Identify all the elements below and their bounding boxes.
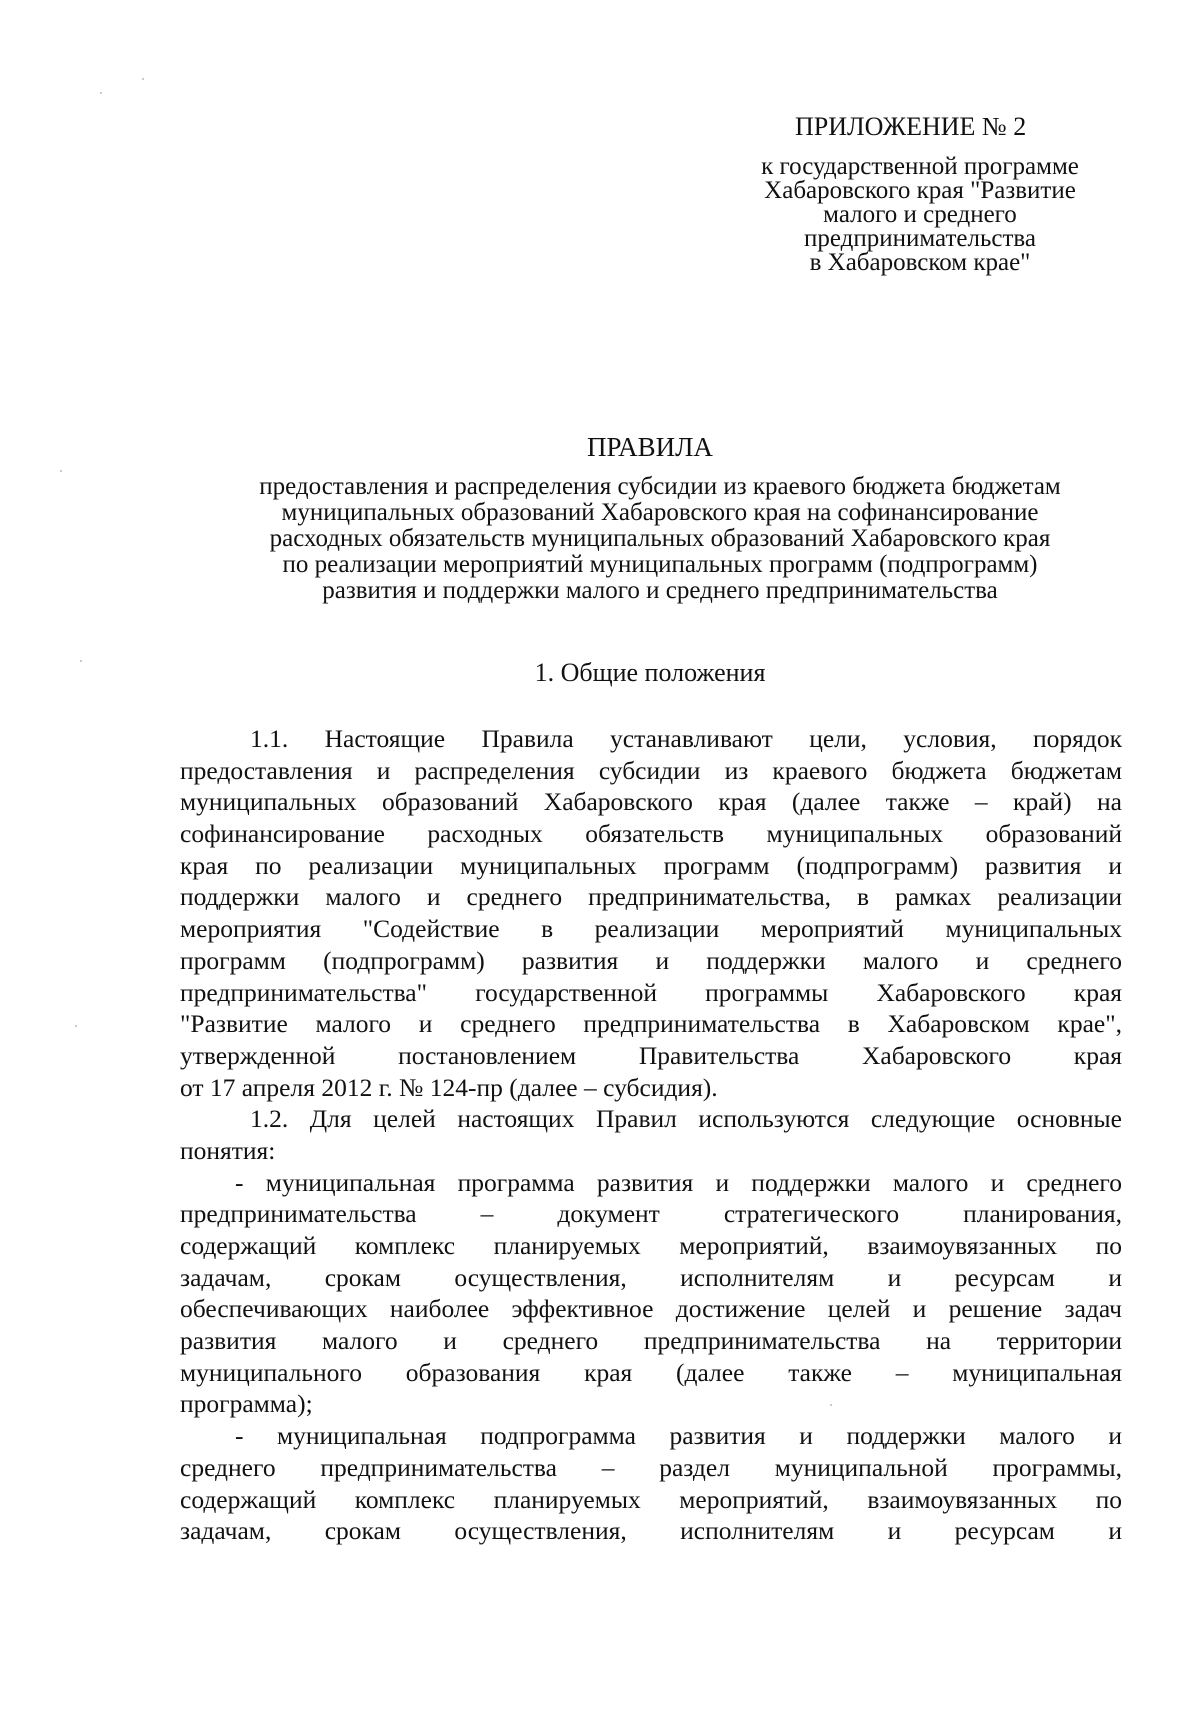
body-line: - муниципальная подпрограмма развития и поддержки малого и [235, 1421, 1122, 1451]
body-line: среднего предпринимательства – раздел муниципальной программы, [180, 1452, 1122, 1482]
body-line: задачам, срокам осуществления, исполнителям и ресурсам и [180, 1516, 1122, 1546]
body-line: края по реализации муниципальных программ (подпрограмм) развития и [180, 850, 1122, 880]
appendix-subtitle-line: малого и среднего [823, 201, 1017, 228]
scan-speck [100, 92, 102, 94]
body-line: понятия: [180, 1135, 276, 1165]
appendix-subtitle-line: в Хабаровском крае" [809, 249, 1031, 276]
body-line: 1.2. Для целей настоящих Правил используются следующие основные [250, 1104, 1122, 1134]
body-line: содержащий комплекс планируемых мероприятий, взаимоувязанных по [180, 1231, 1122, 1260]
body-line: утвержденной постановлением Правительства Хабаровского края [180, 1040, 1122, 1070]
appendix-subtitle-line: Хабаровского края "Развитие [764, 177, 1076, 204]
body-line: предоставления и распределения субсидии из краевого бюджета бюджетам [180, 755, 1122, 785]
body-line: задачам, срокам осуществления, исполнителям и ресурсам и [180, 1262, 1122, 1292]
body-line: поддержки малого и среднего предпринимательства, в рамках реализации [180, 882, 1122, 912]
body-line: от 17 апреля 2012 г. № 124-пр (далее – субсидия). [180, 1072, 718, 1102]
rules-subtitle-line: развития и поддержки малого и среднего предпринимательства [322, 577, 998, 604]
appendix-subtitle [720, 155, 1120, 275]
appendix-subtitle-line: к государственной программе [761, 153, 1079, 180]
rules-heading: ПРАВИЛА [587, 432, 713, 462]
body-line: содержащий комплекс планируемых мероприятий, взаимоувязанных по [180, 1484, 1122, 1514]
rules-subtitle-line: предоставления и распределения субсидии из краевого бюджета бюджетам [259, 473, 1061, 500]
body-line: - муниципальная программа развития и поддержки малого и среднего [235, 1167, 1122, 1197]
body-line: программ (подпрограмм) развития и поддержки малого и среднего [180, 945, 1122, 975]
rules-subtitle-line: по реализации мероприятий муниципальных программ (подпрограмм) [282, 551, 1038, 578]
body-line: предпринимательства" государственной программы Хабаровского края [180, 977, 1122, 1007]
appendix-title: ПРИЛОЖЕНИЕ № 2 [795, 112, 1027, 141]
body-line: 1.1. Настоящие Правила устанавливают цели, условия, порядок [250, 724, 1122, 753]
appendix-subtitle-line: предпринимательства [804, 225, 1036, 252]
body-line: муниципального образования края (далее также – муниципальная [180, 1357, 1122, 1387]
body-line: обеспечивающих наиболее эффективное достижение целей и решение задач [180, 1294, 1122, 1324]
body-line: софинансирование расходных обязательств муниципальных образований [180, 819, 1122, 849]
scan-speck [75, 1025, 77, 1027]
body-line: "Развитие малого и среднего предпринимательства в Хабаровском крае", [180, 1009, 1122, 1039]
scan-speck [60, 470, 62, 472]
rules-subtitle-line: муниципальных образований Хабаровского края на софинансирование [281, 499, 1039, 526]
rules-subtitle-line: расходных обязательств муниципальных образований Хабаровского края [269, 525, 1051, 552]
rules-subtitle [200, 474, 1120, 604]
body-line: мероприятия "Содействие в реализации мероприятий муниципальных [180, 914, 1122, 944]
body-line: развития малого и среднего предпринимательства на территории [180, 1326, 1122, 1356]
body-line: программа); [180, 1389, 313, 1419]
body-line: предпринимательства – документ стратегического планирования, [180, 1199, 1122, 1229]
body-text [180, 723, 1122, 1547]
section-heading: 1. Общие положения [534, 658, 766, 687]
body-line: муниципальных образований Хабаровского края (далее также – край) на [180, 787, 1122, 817]
scan-speck [142, 78, 144, 80]
